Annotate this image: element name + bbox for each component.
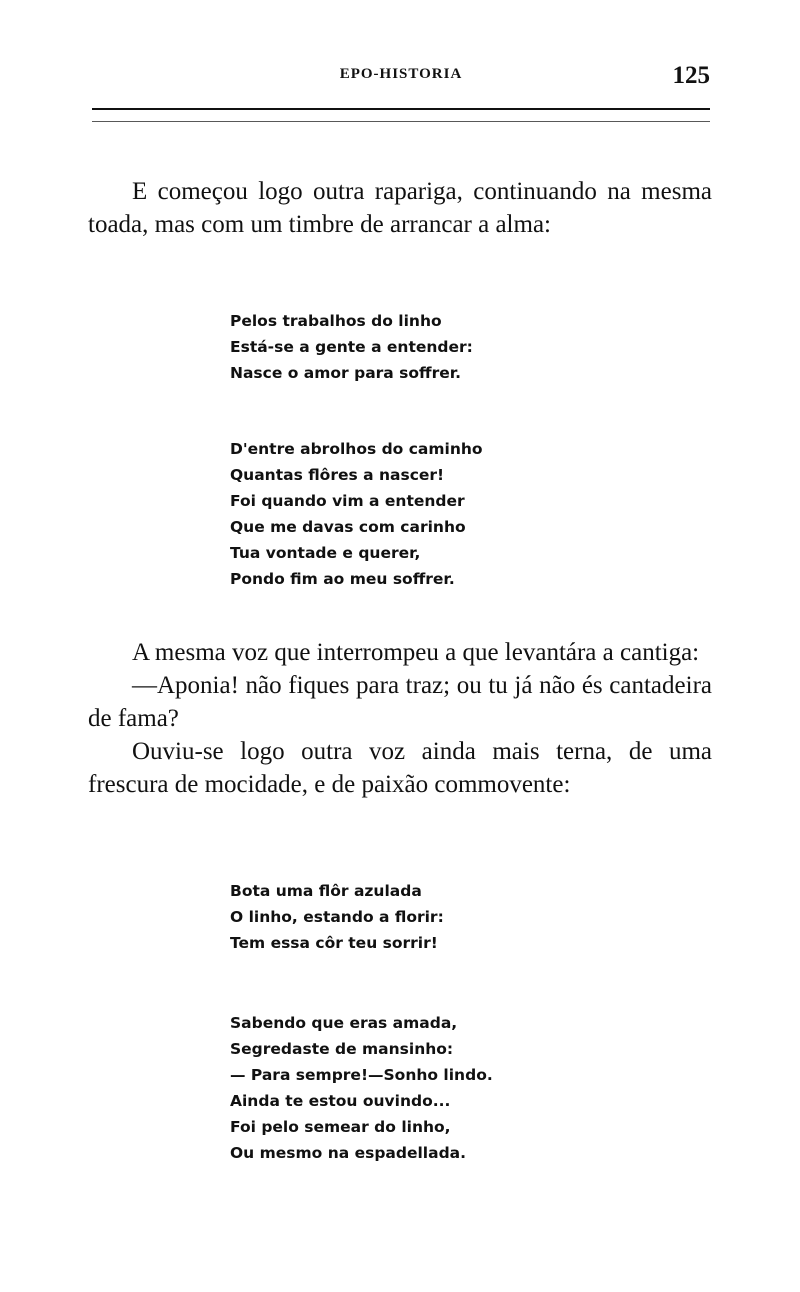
stanza-4 [230,1010,570,1166]
paragraph-narration: A mesma voz que interrompeu a que levantára a cantiga: [132,639,700,666]
verse-line: Bota uma flôr azulada [230,882,422,900]
verse-line: Tua vontade e querer, [230,544,421,562]
verse-line: D'entre abrolhos do caminho [230,440,483,458]
intro-paragraph-block [88,175,712,241]
verse-line: Está-se a gente a entender: [230,338,473,356]
verse-line: Sabendo que eras amada, [230,1014,458,1032]
verse-line: Pelos trabalhos do linho [230,312,442,330]
verse-line: Ainda te estou ouvindo... [230,1092,451,1110]
paragraph-narration: Ouviu-se logo outra voz ainda mais terna, de uma frescura de mocidade, e de paixão commovente: [88,738,712,798]
header-rule-bottom [92,121,710,122]
verse-line: O linho, estando a florir: [230,908,444,926]
verse-line: Foi quando vim a entender [230,492,465,510]
verse-line: Nasce o amor para soffrer. [230,364,462,382]
verse-line: Que me davas com carinho [230,518,466,536]
verse-line: Pondo fim ao meu soffrer. [230,570,455,588]
intro-paragraph: E começou logo outra rapariga, continuando na mesma toada, mas com um timbre de arrancar a alma: [88,178,712,238]
middle-paragraphs-block [88,636,712,801]
stanza-3 [230,878,570,956]
running-head [90,62,712,94]
running-title: EPO-HISTORIA [339,66,463,82]
verse-line: Segredaste de mansinho: [230,1040,454,1058]
verse-line: — Para sempre!—Sonho lindo. [230,1066,493,1084]
stanza-1 [230,308,570,386]
verse-line: Tem essa côr teu sorrir! [230,934,438,952]
page-number: 125 [672,62,710,89]
stanza-2 [230,436,570,592]
verse-line: Ou mesmo na espadellada. [230,1144,467,1162]
paragraph-dialogue: —Aponia! não fiques para traz; ou tu já não és cantadeira de fama? [88,672,712,732]
verse-line: Quantas flôres a nascer! [230,466,445,484]
header-rule-top [92,108,710,110]
verse-line: Foi pelo semear do linho, [230,1118,451,1136]
